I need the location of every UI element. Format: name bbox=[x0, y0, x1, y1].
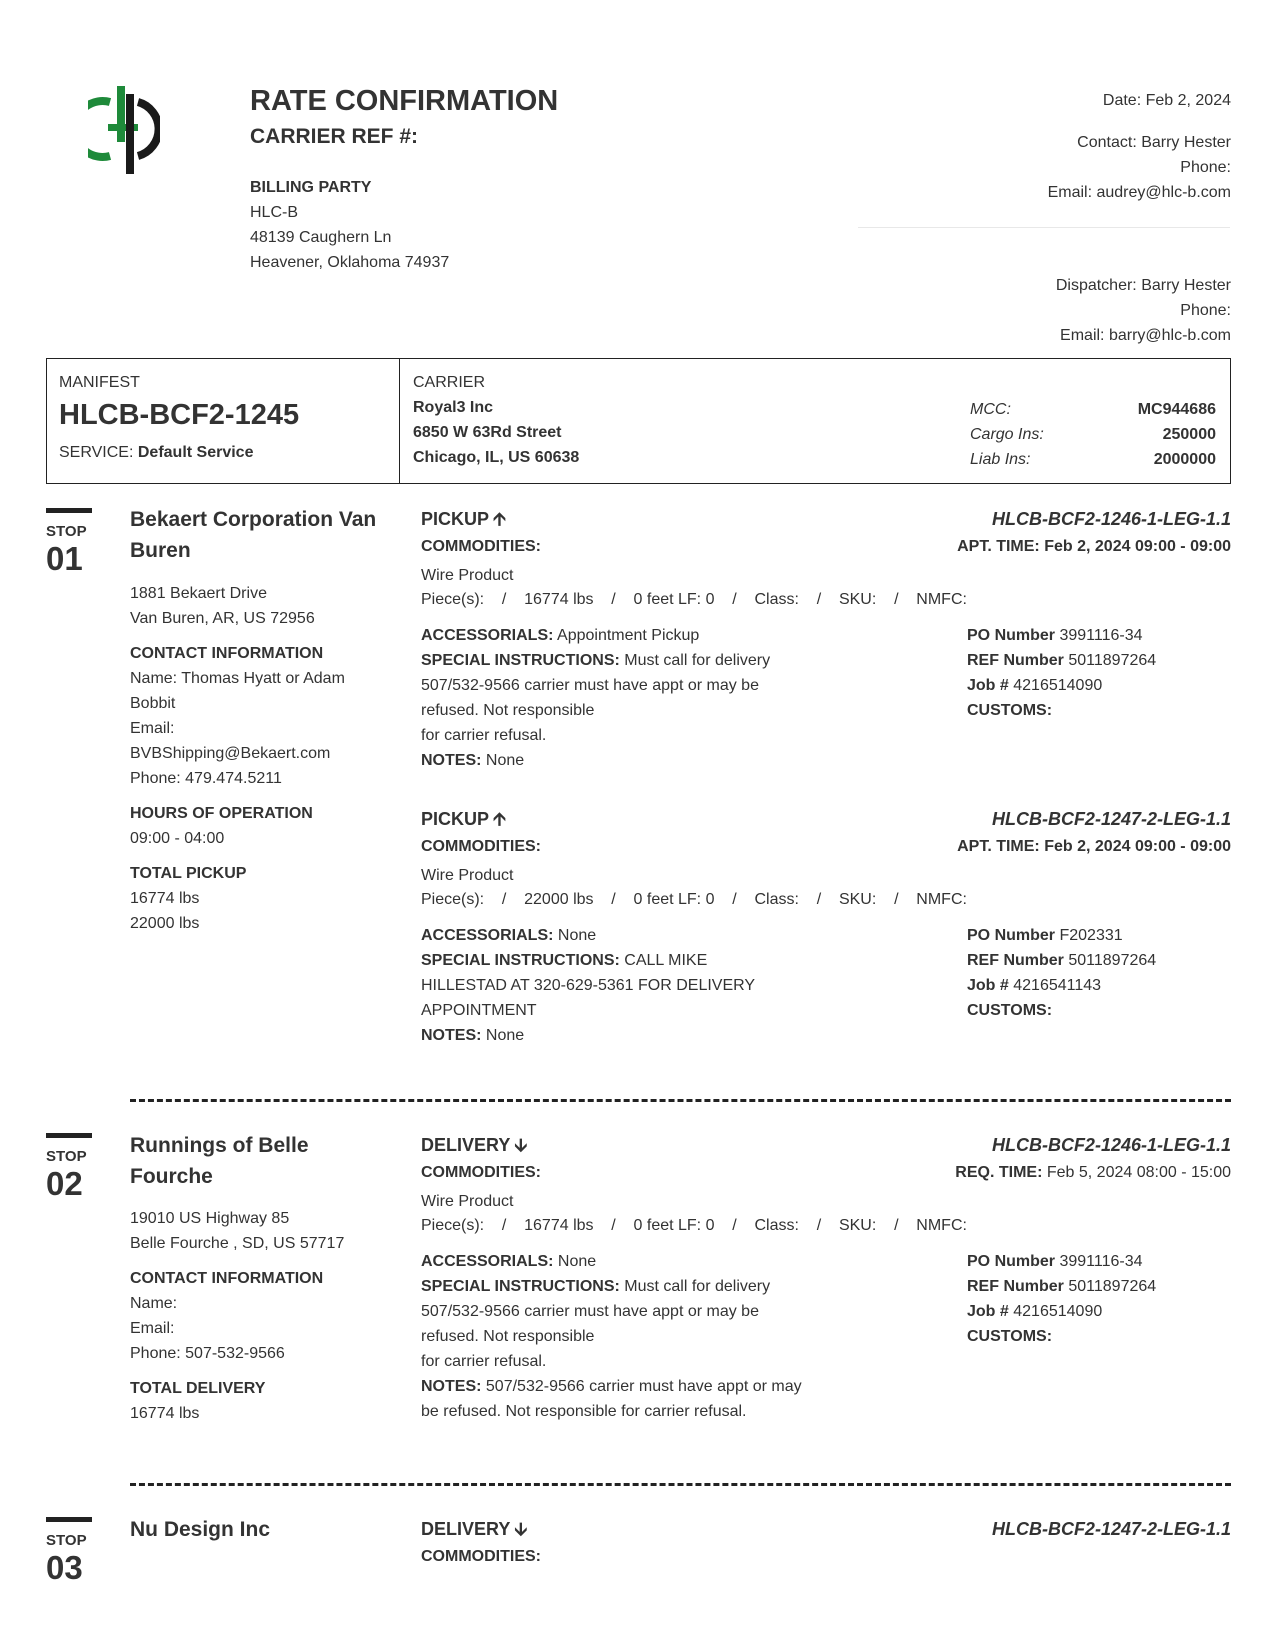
dispatcher-info bbox=[831, 273, 1231, 348]
ref-number-value: 5011897264 bbox=[1068, 1278, 1157, 1295]
po-number-value: F202331 bbox=[1059, 927, 1123, 944]
commodity-name: Wire Product bbox=[421, 867, 514, 884]
cargo-ins-value: 250000 bbox=[1162, 426, 1216, 443]
accessorials-value: None bbox=[557, 1253, 597, 1270]
stop-number: 01 bbox=[46, 540, 83, 577]
commodities-label: COMMODITIES: bbox=[421, 538, 541, 555]
stop-address-line1: 19010 US Highway 85 bbox=[130, 1210, 290, 1227]
manifest-number: HLCB-BCF2-1245 bbox=[59, 399, 300, 431]
divider bbox=[858, 227, 1230, 228]
ref-number-label: REF Number bbox=[967, 952, 1064, 969]
contact-phone: Phone: 507-532-9566 bbox=[130, 1345, 285, 1362]
special-instructions-label: SPECIAL INSTRUCTIONS: bbox=[421, 952, 620, 969]
stop-address-line2: Belle Fourche , SD, US 57717 bbox=[130, 1235, 345, 1252]
special-instructions-cont: for carrier refusal. bbox=[421, 727, 547, 744]
document-date: Date: Feb 2, 2024 bbox=[1102, 92, 1231, 109]
stop-address-line2: Van Buren, AR, US 72956 bbox=[130, 610, 315, 627]
po-number-value: 3991116-34 bbox=[1059, 1253, 1143, 1270]
leg-type bbox=[421, 808, 506, 830]
up-arrow-icon: 🡩 bbox=[493, 509, 506, 529]
cargo-ins-label: Cargo Ins: bbox=[970, 426, 1044, 443]
contact-info-label: CONTACT INFORMATION bbox=[130, 1270, 324, 1287]
reference-numbers bbox=[967, 623, 1237, 723]
billing-name: HLC-B bbox=[250, 204, 299, 221]
leg-type bbox=[421, 1518, 527, 1540]
customs-label: CUSTOMS: bbox=[967, 1328, 1053, 1345]
notes-label: NOTES: bbox=[421, 752, 482, 769]
carrier-label: CARRIER bbox=[413, 374, 486, 391]
stop-company-name: Runnings of Belle Fourche bbox=[130, 1134, 309, 1188]
dispatcher-email: Email: barry@hlc-b.com bbox=[1060, 327, 1231, 344]
job-number-label: Job # bbox=[967, 1303, 1009, 1320]
reference-numbers bbox=[967, 1249, 1237, 1349]
manifest-section bbox=[47, 359, 400, 483]
stop-marker bbox=[46, 1133, 106, 1202]
po-number-label: PO Number bbox=[967, 927, 1056, 944]
reference-numbers bbox=[967, 923, 1237, 1023]
stop-divider bbox=[130, 1099, 1231, 1102]
contact-email: BVBShipping@Bekaert.com bbox=[130, 745, 331, 762]
req-time-label: REQ. TIME: bbox=[955, 1164, 1043, 1181]
mcc-label: MCC: bbox=[970, 401, 1011, 418]
special-instructions-value: Must call for delivery 507/532-9566 carrier must have appt or may be refused. Not responsible bbox=[421, 652, 771, 719]
apt-time-value: Feb 2, 2024 09:00 - 09:00 bbox=[1044, 838, 1231, 855]
commodities-label: COMMODITIES: bbox=[421, 1548, 541, 1565]
job-number-value: 4216514090 bbox=[1013, 1303, 1103, 1320]
document-title: RATE CONFIRMATION bbox=[250, 85, 559, 117]
total-pickup-value: 16774 lbs bbox=[130, 890, 200, 907]
commodity-pieces: Piece(s): / 16774 lbs / 0 feet LF: 0 / Class: / SKU: / NMFC: bbox=[421, 591, 967, 608]
manifest-box bbox=[46, 358, 1231, 484]
special-instructions-value: Must call for delivery 507/532-9566 carrier must have appt or may be refused. Not responsible bbox=[421, 1278, 771, 1345]
appointment-time bbox=[957, 837, 1231, 857]
stop-address-line1: 1881 Bekaert Drive bbox=[130, 585, 267, 602]
total-delivery-value: 16774 lbs bbox=[130, 1405, 200, 1422]
billing-label: BILLING PARTY bbox=[250, 179, 372, 196]
liab-ins-label: Liab Ins: bbox=[970, 451, 1031, 468]
stop-company-name: Bekaert Corporation Van Buren bbox=[130, 508, 377, 562]
contact-phone: Phone: 479.474.5211 bbox=[130, 770, 282, 787]
service-value: Default Service bbox=[137, 444, 254, 461]
stop-bar bbox=[46, 508, 92, 513]
leg-instructions bbox=[421, 623, 821, 773]
contact-email: Email: audrey@hlc-b.com bbox=[1047, 184, 1231, 201]
leg-instructions bbox=[421, 923, 821, 1048]
leg-type-label: PICKUP bbox=[421, 509, 490, 529]
accessorials-label: ACCESSORIALS: bbox=[421, 627, 554, 644]
special-instructions-value: CALL MIKE HILLESTAD AT 320-629-5361 FOR DELIVERY APPOINTMENT bbox=[421, 952, 755, 1019]
leg-id: HLCB-BCF2-1247-2-LEG-1.1 bbox=[991, 1519, 1231, 1539]
dispatcher-name: Dispatcher: Barry Hester bbox=[1055, 277, 1231, 294]
commodity-pieces: Piece(s): / 16774 lbs / 0 feet LF: 0 / Class: / SKU: / NMFC: bbox=[421, 1217, 967, 1234]
billing-address-line2: Heavener, Oklahoma 74937 bbox=[250, 254, 450, 271]
leg-type-label: DELIVERY bbox=[421, 1135, 511, 1155]
contact-info bbox=[831, 88, 1231, 205]
apt-time-label: APT. TIME: bbox=[957, 538, 1040, 555]
carrier-street: 6850 W 63Rd Street bbox=[413, 424, 562, 441]
billing-party bbox=[250, 175, 449, 275]
stop-number: 03 bbox=[46, 1549, 83, 1586]
special-instructions-label: SPECIAL INSTRUCTIONS: bbox=[421, 1278, 620, 1295]
contact-name: Contact: Barry Hester bbox=[1077, 134, 1231, 151]
total-delivery-label: TOTAL DELIVERY bbox=[130, 1380, 266, 1397]
ref-number-label: REF Number bbox=[967, 1278, 1064, 1295]
job-number-value: 4216541143 bbox=[1013, 977, 1102, 994]
contact-info-label: CONTACT INFORMATION bbox=[130, 645, 324, 662]
contact-email-label: Email: bbox=[130, 1320, 175, 1337]
stop-label: STOP bbox=[46, 1532, 87, 1549]
leg-id: HLCB-BCF2-1246-1-LEG-1.1 bbox=[991, 1135, 1231, 1155]
job-number-label: Job # bbox=[967, 677, 1009, 694]
accessorials-value: Appointment Pickup bbox=[557, 627, 700, 644]
commodity-name: Wire Product bbox=[421, 567, 514, 584]
leg-type-label: PICKUP bbox=[421, 809, 490, 829]
down-arrow-icon: 🡫 bbox=[514, 1519, 528, 1539]
stop-bar bbox=[46, 1517, 92, 1522]
commodities-label: COMMODITIES: bbox=[421, 838, 541, 855]
commodities-label: COMMODITIES: bbox=[421, 1164, 541, 1181]
dispatcher-phone: Phone: bbox=[1180, 302, 1231, 319]
leg-type bbox=[421, 1134, 527, 1156]
company-logo bbox=[88, 84, 160, 176]
commodity-pieces: Piece(s): / 22000 lbs / 0 feet LF: 0 / Class: / SKU: / NMFC: bbox=[421, 891, 967, 908]
accessorials-label: ACCESSORIALS: bbox=[421, 1253, 554, 1270]
accessorials-label: ACCESSORIALS: bbox=[421, 927, 554, 944]
liab-ins-value: 2000000 bbox=[1153, 451, 1216, 468]
commodity-name: Wire Product bbox=[421, 1193, 514, 1210]
requested-time bbox=[955, 1163, 1231, 1183]
customs-label: CUSTOMS: bbox=[967, 702, 1053, 719]
contact-name: Name: bbox=[130, 1295, 178, 1312]
notes-value: None bbox=[485, 752, 525, 769]
leg-id: HLCB-BCF2-1246-1-LEG-1.1 bbox=[991, 509, 1231, 529]
contact-phone: Phone: bbox=[1180, 159, 1231, 176]
stop-company-name: Nu Design Inc bbox=[130, 1518, 271, 1541]
appointment-time bbox=[957, 537, 1231, 557]
stop-divider bbox=[130, 1483, 1231, 1486]
manifest-label: MANIFEST bbox=[59, 374, 140, 391]
stop-details bbox=[130, 581, 390, 936]
special-instructions-label: SPECIAL INSTRUCTIONS: bbox=[421, 652, 620, 669]
notes-value: None bbox=[485, 1027, 525, 1044]
up-arrow-icon: 🡩 bbox=[493, 809, 506, 829]
po-number-value: 3991116-34 bbox=[1059, 627, 1143, 644]
carrier-section bbox=[400, 359, 1230, 483]
hours-value: 09:00 - 04:00 bbox=[130, 830, 225, 847]
apt-time-value: Feb 2, 2024 09:00 - 09:00 bbox=[1044, 538, 1231, 555]
contact-email-label: Email: bbox=[130, 720, 175, 737]
stop-label: STOP bbox=[46, 523, 87, 540]
leg-type-label: DELIVERY bbox=[421, 1519, 511, 1539]
req-time-value: Feb 5, 2024 08:00 - 15:00 bbox=[1046, 1164, 1231, 1181]
customs-label: CUSTOMS: bbox=[967, 1002, 1053, 1019]
carrier-city: Chicago, IL, US 60638 bbox=[413, 449, 580, 466]
leg-instructions bbox=[421, 1249, 821, 1424]
po-number-label: PO Number bbox=[967, 1253, 1056, 1270]
total-pickup-value: 22000 lbs bbox=[130, 915, 200, 932]
ref-number-value: 5011897264 bbox=[1068, 652, 1157, 669]
job-number-label: Job # bbox=[967, 977, 1009, 994]
stop-details bbox=[130, 1206, 390, 1426]
carrier-name: Royal3 Inc bbox=[413, 399, 494, 416]
carrier-ref: CARRIER REF #: bbox=[250, 125, 419, 148]
stop-number: 02 bbox=[46, 1165, 83, 1202]
service-label: SERVICE: bbox=[59, 444, 134, 461]
special-instructions-cont: for carrier refusal. bbox=[421, 1353, 547, 1370]
hours-label: HOURS OF OPERATION bbox=[130, 805, 313, 822]
job-number-value: 4216514090 bbox=[1013, 677, 1103, 694]
apt-time-label: APT. TIME: bbox=[957, 838, 1040, 855]
po-number-label: PO Number bbox=[967, 627, 1056, 644]
stop-marker bbox=[46, 1517, 106, 1586]
stop-label: STOP bbox=[46, 1148, 87, 1165]
total-pickup-label: TOTAL PICKUP bbox=[130, 865, 247, 882]
billing-address-line1: 48139 Caughern Ln bbox=[250, 229, 392, 246]
down-arrow-icon: 🡫 bbox=[514, 1135, 528, 1155]
notes-value: 507/532-9566 carrier must have appt or may be refused. Not responsible for carrier refusal. bbox=[421, 1378, 802, 1420]
accessorials-value: None bbox=[557, 927, 597, 944]
contact-name: Name: Thomas Hyatt or Adam Bobbit bbox=[130, 670, 345, 712]
notes-label: NOTES: bbox=[421, 1378, 482, 1395]
leg-id: HLCB-BCF2-1247-2-LEG-1.1 bbox=[991, 809, 1231, 829]
ref-number-value: 5011897264 bbox=[1068, 952, 1157, 969]
leg-type bbox=[421, 508, 506, 530]
notes-label: NOTES: bbox=[421, 1027, 482, 1044]
ref-number-label: REF Number bbox=[967, 652, 1064, 669]
insurance-info bbox=[970, 397, 1216, 472]
mcc-value: MC944686 bbox=[1137, 401, 1216, 418]
stop-marker bbox=[46, 508, 106, 577]
service bbox=[59, 443, 387, 463]
stop-bar bbox=[46, 1133, 92, 1138]
